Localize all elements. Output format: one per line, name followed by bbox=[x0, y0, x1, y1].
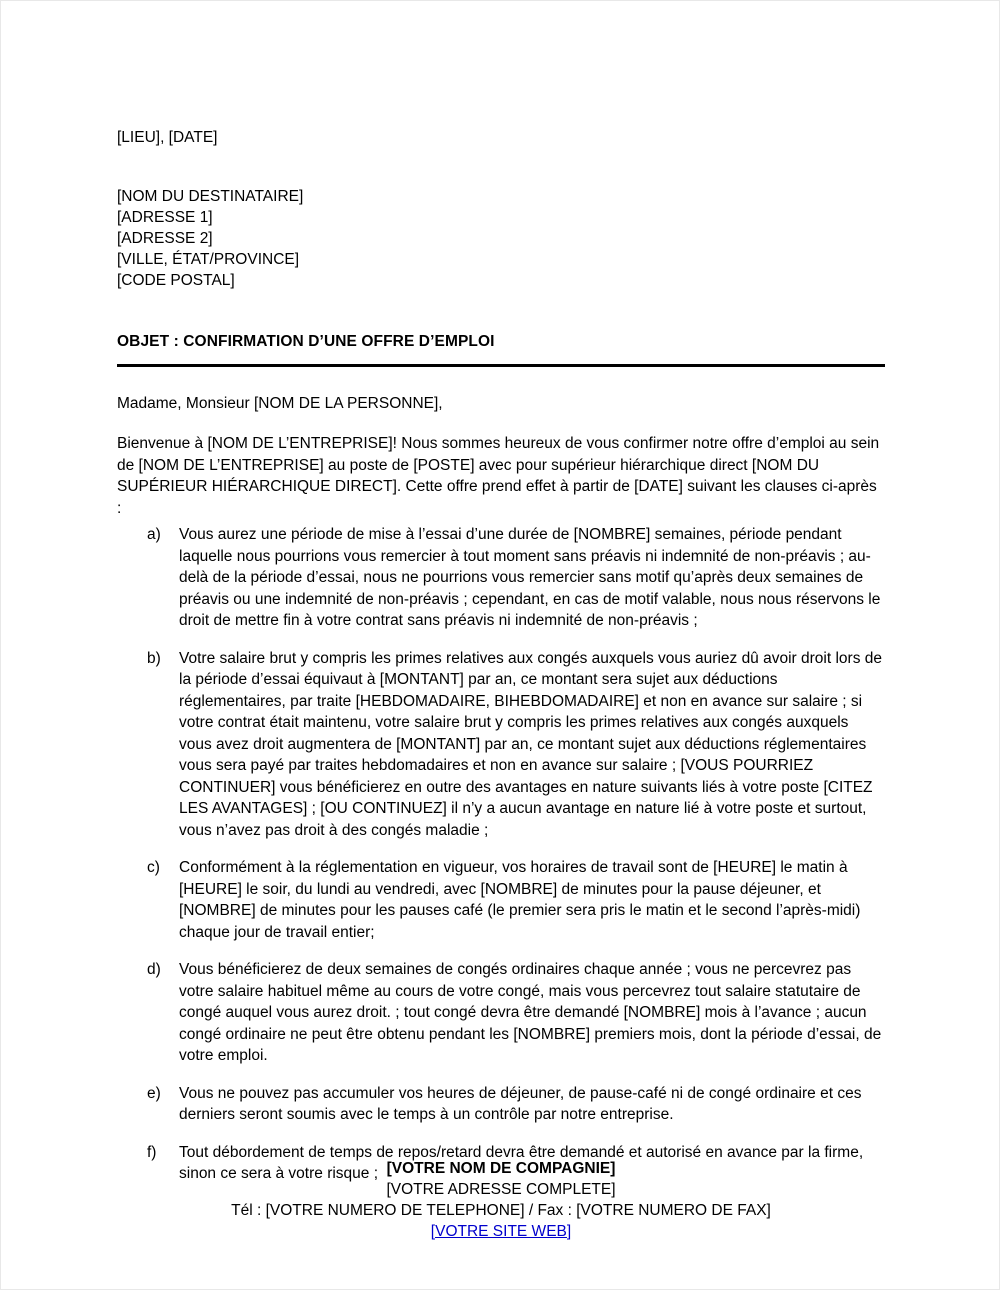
recipient-postal-code: [CODE POSTAL] bbox=[117, 272, 235, 289]
clause-text: Tout débordement de temps de repos/retard devra être demandé et autorisé en avance par la firme, sinon ce sera à votre risque ; bbox=[179, 1143, 864, 1182]
clause-marker: a) bbox=[147, 526, 161, 543]
clause-text: Conformément à la réglementation en vigueur, vos horaires de travail sont de [HEURE] le matin à [HEURE] le soir, du lundi au vendredi, avec [NOMBRE] de minutes pour la pause déjeuner, et [NOMBRE] de minutes pour les pauses café (le premier sera pris le matin et le second l’après-midi) chaque jour de travail entier; bbox=[179, 859, 861, 941]
footer-website-link[interactable]: [VOTRE SITE WEB] bbox=[430, 1223, 572, 1240]
footer-address: [VOTRE ADRESSE COMPLETE] bbox=[386, 1181, 616, 1198]
letter-footer bbox=[117, 1158, 885, 1242]
clause-marker: d) bbox=[147, 961, 161, 978]
clause-text: Vous bénéficierez de deux semaines de congés ordinaires chaque année ; vous ne percevrez pas votre salaire habituel même au cours de votre congé, mais vous percevrez tout salaire statutaire de congé auquel vous aurez droit. ; tout congé devra être demandé [NOMBRE] mois à l’avance ; aucun congé ordinaire ne peut être obtenu pendant les [NOMBRE] premiers mois, dont la période d’essai, de votre emploi. bbox=[179, 961, 882, 1064]
dateline-text: [LIEU], [DATE] bbox=[117, 129, 218, 146]
footer-phone-fax: Tél : [VOTRE NUMERO DE TELEPHONE] / Fax : [VOTRE NUMERO DE FAX] bbox=[231, 1202, 771, 1219]
clause-item bbox=[117, 857, 885, 943]
recipient-address-1: [ADRESSE 1] bbox=[117, 209, 213, 226]
subject-block bbox=[117, 331, 885, 367]
intro-paragraph: Bienvenue à [NOM DE L’ENTREPRISE]! Nous sommes heureux de vous confirmer notre offre d’emploi au sein de [NOM DE L’ENTREPRISE] au poste de [POSTE] avec pour supérieur hiérarchique direct [NOM DU SUPÉRIEUR HIÉRARCHIQUE DIRECT]. Cette offre prend effet à partir de [DATE] suivant les clauses ci-après : bbox=[117, 435, 880, 517]
clause-text: Vous ne pouvez pas accumuler vos heures de déjeuner, de pause-café ni de congé ordinaire et ces derniers seront soumis avec le temps à un contrôle par notre entreprise. bbox=[179, 1084, 862, 1123]
clause-item bbox=[117, 1083, 885, 1126]
salutation: Madame, Monsieur [NOM DE LA PERSONNE], bbox=[117, 395, 443, 412]
clause-item bbox=[117, 648, 885, 842]
clause-item bbox=[117, 524, 885, 632]
clause-text: Vous aurez une période de mise à l’essai d’une durée de [NOMBRE] semaines, période pendant laquelle nous pourrions vous remercier à tout moment sans préavis ni indemnité de non-préavis ; au-delà de la période d’essai, nous ne pourrions vous remercier sans motif qu’après deux semaines de préavis ou une indemnité de non-préavis ; cependant, en cas de motif valable, nous nous réservons le droit de mettre fin à votre contrat sans préavis ni indemnité de non-préavis ; bbox=[179, 526, 881, 629]
clause-list bbox=[117, 524, 885, 1185]
horizontal-rule bbox=[117, 364, 885, 367]
recipient-name: [NOM DU DESTINATAIRE] bbox=[117, 188, 304, 205]
recipient-address-block bbox=[117, 186, 303, 291]
clause-marker: e) bbox=[147, 1084, 161, 1102]
recipient-city-state: [VILLE, ÉTAT/PROVINCE] bbox=[117, 251, 300, 268]
recipient-address-2: [ADRESSE 2] bbox=[117, 230, 213, 247]
clause-marker: f) bbox=[147, 1143, 157, 1161]
subject-line: OBJET : CONFIRMATION D’UNE OFFRE D’EMPLOI bbox=[117, 333, 495, 350]
dateline bbox=[117, 127, 218, 148]
clause-marker: c) bbox=[147, 859, 160, 876]
footer-company-name: [VOTRE NOM DE COMPAGNIE] bbox=[386, 1160, 616, 1177]
clause-item bbox=[117, 959, 885, 1067]
clause-text: Votre salaire brut y compris les primes relatives aux congés auxquels vous auriez dû avoir droit lors de la période d’essai équivaut à [MONTANT] par an, ce montant sera sujet aux déductions réglementaires, par traite [HEBDOMADAIRE, BIHEBDOMADAIRE] et non en avance sur salaire ; si votre contrat était maintenu, votre salaire brut y compris les primes relatives aux congés auxquels vous avez droit augmentera de [MONTANT] par an, ce montant sujet aux déductions réglementaires vous sera payé par traites hebdomadaires et non en avance sur salaire ; [VOUS POURRIEZ CONTINUER] vous bénéficierez en outre des avantages en nature suivants liés à votre poste [CITEZ LES AVANTAGES] ; [OU CONTINUEZ] il n’y a aucun avantage en nature lié à votre poste et surtout, vous n’avez pas droit à des congés maladie ; bbox=[179, 649, 882, 839]
clause-marker: b) bbox=[147, 649, 161, 667]
